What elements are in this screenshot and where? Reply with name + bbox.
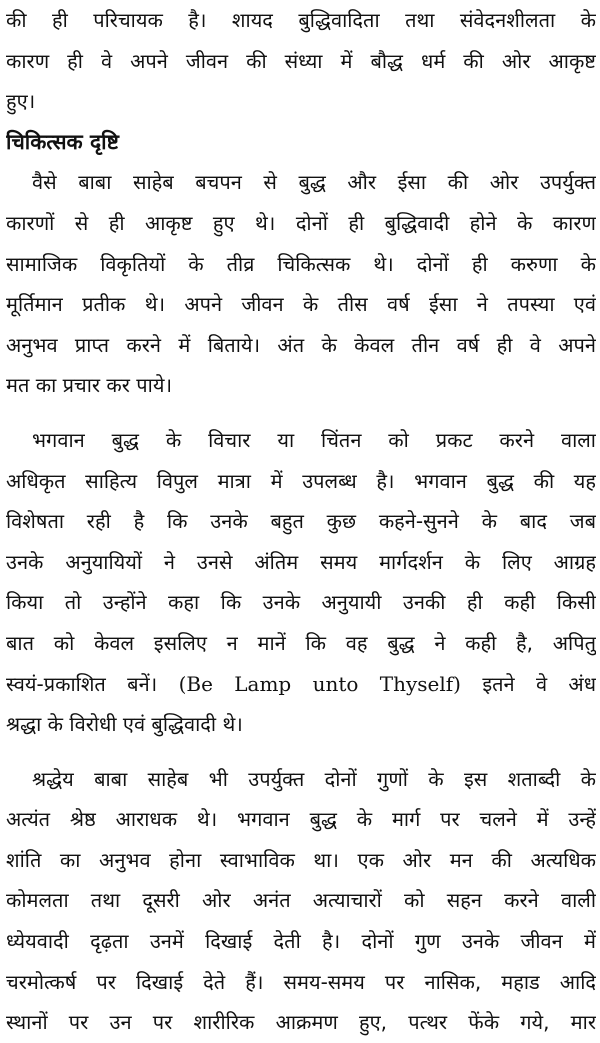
text-line: चरमोत्कर्ष पर दिखाई देते हैं। समय-समय पर नासिक, महाड आदि [6,969,596,994]
text-line: की ही परिचायक है। शायद बुद्धिवादिता तथा संवेदनशीलता के [6,8,596,32]
text-line: विशेषता रही है कि उनके बहुत कुछ कहने-सुनने के बाद जब [6,509,596,534]
text-line: कोमलता तथा दूसरी ओर अनंत अत्याचारों को सहन करने वाली [6,888,596,913]
text-line: किया तो उन्होंने कहा कि उनके अनुयायी उनकी ही कही किसी [6,590,596,615]
text-line: बात को केवल इसलिए न मानें कि वह बुद्ध ने कही है, अपितु [6,630,596,655]
paragraph-spacer [6,745,596,759]
text-line: अत्यंत श्रेष्ठ आराधक थे। भगवान बुद्ध के मार्ग पर चलने में उन्हें [6,807,596,832]
text-line: मत का प्रचार कर पाये। [6,373,173,398]
text-line: श्रद्धेय बाबा साहेब भी उपर्युक्त दोनों गुणों के इस शताब्दी के [32,766,596,791]
text-line: स्थानों पर उन पर शारीरिक आक्रमण हुए, पत्थर फेंके गये, मार [6,1010,596,1035]
paragraph-spacer [6,406,596,420]
text-line: कारण ही वे अपने जीवन की संध्या में बौद्ध धर्म की ओर आकृष्ट [6,48,596,73]
text-line: हुए। [6,89,36,114]
text-line: सामाजिक विकृतियों के तीव्र चिकित्सक थे। दोनों ही करुणा के [6,251,596,276]
text-line: श्रद्धा के विरोधी एवं बुद्धिवादी थे। [6,712,243,737]
text-line-mixed [6,664,596,705]
text-line: भगवान बुद्ध के विचार या चिंतन को प्रकट करने वाला [32,427,596,452]
text-segment: स्वयं-प्रकाशित बनें। [6,671,158,696]
text-line: शांति का अनुभव होना स्वाभाविक था। एक ओर मन की अत्यधिक [6,847,596,872]
text-line: अधिकृत साहित्य विपुल मात्रा में उपलब्ध है। भगवान बुद्ध की यह [6,468,596,493]
text-line: अनुभव प्राप्त करने में बिताये। अंत के केवल तीन वर्ष ही वे अपने [6,332,596,357]
text-line: उनके अनुयायियों ने उनसे अंतिम समय मार्गदर्शन के लिए आग्रह [6,549,596,574]
text-line: मूर्तिमान प्रतीक थे। अपने जीवन के तीस वर्ष ईसा ने तपस्या एवं [6,292,596,317]
text-line: वैसे बाबा साहेब बचपन से बुद्ध और ईसा की ओर उपर्युक्त [32,170,596,195]
section-heading: चिकित्सक दृष्टि [6,129,119,154]
text-line: ध्येयवादी दृढ़ता उनमें दिखाई देती है। दोनों गुण उनके जीवन में [6,929,596,954]
text-segment: इतने वे अंध [482,671,596,696]
english-quote: (Be Lamp unto Thyself) [178,671,461,696]
text-line: कारणों से ही आकृष्ट हुए थे। दोनों ही बुद्धिवादी होने के कारण [6,210,596,235]
